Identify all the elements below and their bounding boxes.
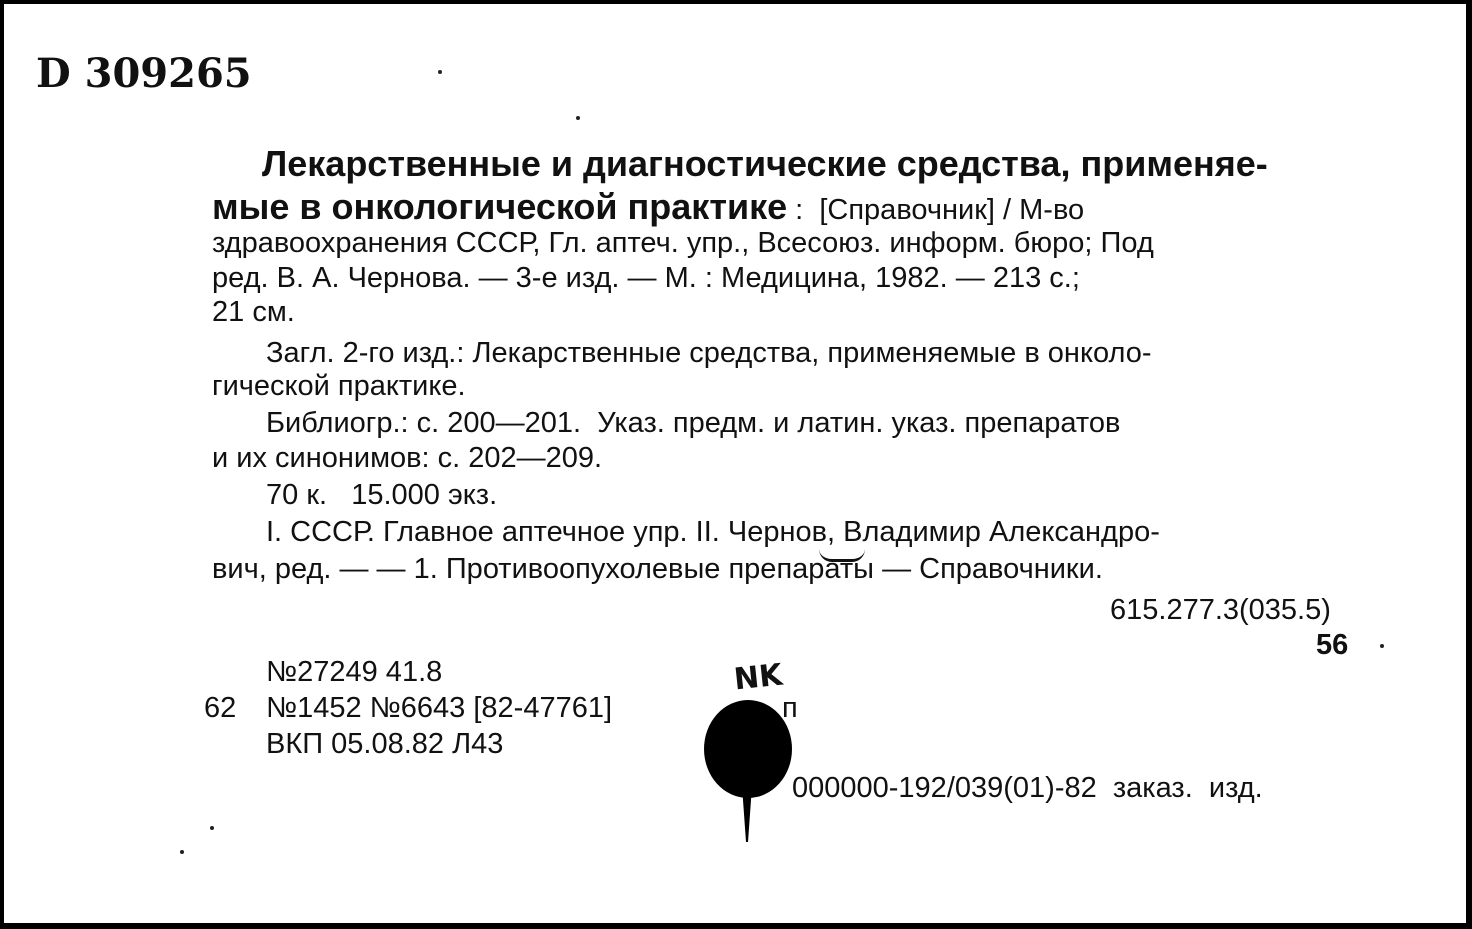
note-title-line-2: гической практике. <box>212 370 466 402</box>
extent-line: 21 см. <box>212 296 295 328</box>
subjects-line-2: вич, ред. — — 1. Противоопухолевые препараты — Справочники. <box>212 553 1103 585</box>
order-line: 000000-192/039(01)-82 заказ. изд. <box>792 772 1263 804</box>
title-line-2-bold: мые в онкологической практике <box>212 186 788 227</box>
registration-line-3: ВКП 05.08.82 Л43 <box>266 728 504 760</box>
call-number: D 309265 <box>36 50 252 97</box>
speck <box>210 826 214 830</box>
publication-line-3: здравоохранения СССР, Гл. аптеч. упр., Всесоюз. информ. бюро; Под <box>212 227 1154 259</box>
speck <box>1380 644 1384 648</box>
ink-drip <box>742 786 752 842</box>
classification-index: 615.277.3(035.5) <box>1110 594 1331 626</box>
catalog-card <box>4 4 1466 923</box>
ink-blot <box>704 700 792 798</box>
note-bibliography-line-2: и их синонимов: с. 202—209. <box>212 442 603 474</box>
title-line-1: Лекарственные и диагностические средства, применяе- <box>262 143 1268 184</box>
class-code: 56 <box>1316 629 1349 661</box>
title-line-2-rest: : [Справочник] / М-во <box>787 194 1085 226</box>
note-title-line-1: Загл. 2-го изд.: Лекарственные средства, применяемые в онколо- <box>266 337 1152 369</box>
registration-prefix: 62 <box>204 692 237 724</box>
note-bibliography-line-1: Библиогр.: с. 200—201. Указ. предм. и латин. указ. препаратов <box>266 407 1121 439</box>
speck <box>576 116 580 120</box>
registration-line-2-tail: п <box>782 692 798 724</box>
price-run-line: 70 к. 15.000 экз. <box>266 479 498 511</box>
handwritten-mark: NK <box>732 657 785 698</box>
speck <box>438 70 442 74</box>
publication-line-4: ред. В. А. Чернова. — 3-е изд. — М. : Медицина, 1982. — 213 с.; <box>212 262 1080 294</box>
handwritten-underline-mark <box>819 549 865 562</box>
registration-line-1: №27249 41.8 <box>266 656 443 688</box>
registration-line-2: №1452 №6643 [82-47761] <box>266 692 613 724</box>
speck <box>180 850 184 854</box>
subjects-line-1: I. СССР. Главное аптечное упр. II. Чернов, Владимир Александро- <box>266 516 1160 548</box>
title-line-2 <box>212 186 1085 227</box>
